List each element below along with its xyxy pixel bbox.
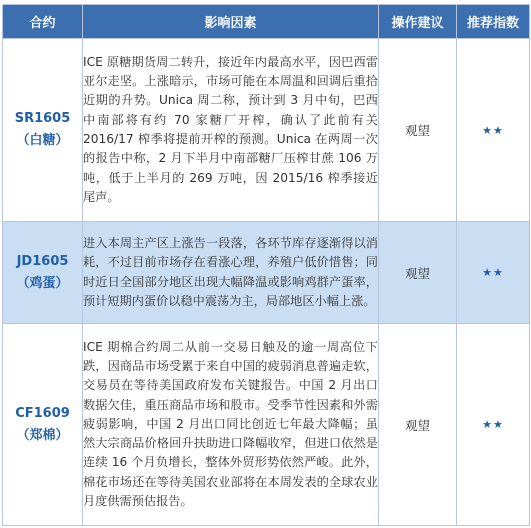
contract-name: （鸡蛋） xyxy=(16,275,69,291)
header-contract: 合约 xyxy=(3,5,83,39)
contract-code: CF1609 xyxy=(15,405,70,421)
table-row xyxy=(3,222,530,324)
table-row xyxy=(3,39,530,222)
contract-code: JD1605 xyxy=(16,253,69,269)
advice-text: 观望 xyxy=(379,324,457,526)
advice-text: 观望 xyxy=(379,39,457,222)
contract-code: SR1605 xyxy=(14,111,71,126)
contract-cell xyxy=(3,39,83,222)
factor-text: ICE 原糖期货周二转升，接近年内最高水平，因巴西雷亚尔走坚。上涨暗示，市场可能在本周温和回调后重拾近期的升势。Unica 周二称，预计到 3 月中旬，巴西中南部将有约 70 家糖厂开榨，确认了此前有关 2016/17 榨季将提前开榨的预测。Unica 在两周一次的报告中称，2 月下半月中南部糖厂压榨甘蔗 106 万吨，低于上半月的 269 万吨，因 2015/16 榨季接近尾声。 xyxy=(83,39,379,222)
futures-advice-table xyxy=(2,4,530,526)
table-row xyxy=(3,324,530,526)
header-rating: 推荐指数 xyxy=(457,5,530,39)
contract-name: （郑棉） xyxy=(16,427,69,443)
factor-text: ICE 期棉合约周二从前一交易日触及的逾一周高位下跌，因商品市场受累于来自中国的疲弱消息普遍走软，交易员在等待美国政府发布关键报告。中国 2 月出口数据欠佳，重压商品市场和股市。受季节性因素和外需疲弱影响，中国 2 月出口同比创近七年最大降幅；虽然大宗商品价格回升扶助进口降幅收窄，但进口依然是连续 16 个月负增长，整体外贸形势依然严峻。此外，棉花市场还在等待美国农业部将在本周发表的全球农业月度供需预估报告。 xyxy=(83,324,379,526)
contract-cell xyxy=(3,324,83,526)
factor-text: 进入本周主产区上涨告一段落，各环节库存逐渐得以消耗，不过目前市场存在看涨心理，养殖户低价惜售；同时近日全国部分地区出现大幅降温或影响鸡群产蛋率，预计短期内蛋价以稳中震荡为主，局部地区小幅上涨。 xyxy=(83,222,379,324)
contract-cell xyxy=(3,222,83,324)
rating-stars: ★★ xyxy=(457,324,530,526)
advice-text: 观望 xyxy=(379,222,457,324)
table-header-row xyxy=(3,5,530,39)
header-advice: 操作建议 xyxy=(379,5,457,39)
rating-stars: ★★ xyxy=(457,39,530,222)
contract-name: （白糖） xyxy=(16,133,69,148)
rating-stars: ★★ xyxy=(457,222,530,324)
header-factors: 影响因素 xyxy=(83,5,379,39)
